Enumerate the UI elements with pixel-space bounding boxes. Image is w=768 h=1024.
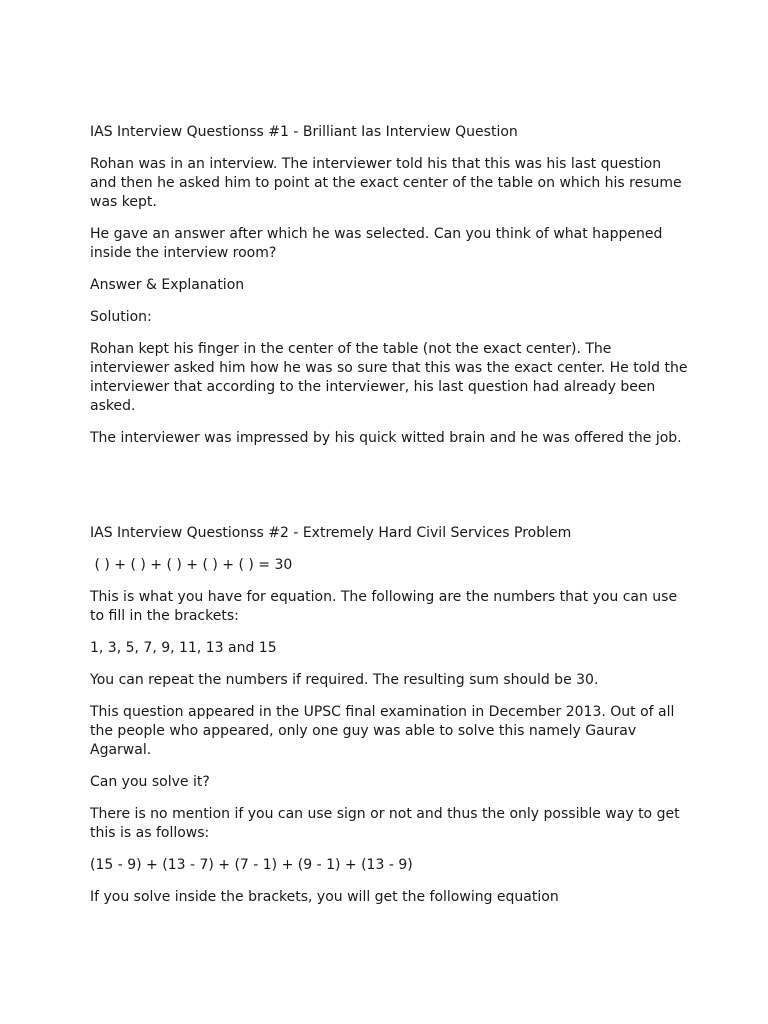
equation-text: ( ) + ( ) + ( ) + ( ) + ( ) = 30 bbox=[90, 557, 293, 573]
question-1-heading: IAS Interview Questionss #1 - Brilliant Ias Interview Question bbox=[90, 124, 518, 140]
solution-label: Solution: bbox=[90, 309, 152, 325]
question-2-paragraph: This question appeared in the UPSC final examination in December 2013. Out of all the people who appeared, only one guy was able to solve this namely Gaurav Agarwal. bbox=[90, 704, 679, 758]
question-2-paragraph: You can repeat the numbers if required. The resulting sum should be 30. bbox=[90, 672, 599, 688]
question-1-paragraph: Rohan was in an interview. The interviewer told his that this was his last question and then he asked him to point at the exact center of the table on which his resume was kept. bbox=[90, 156, 687, 210]
answer-label: Answer & Explanation bbox=[90, 277, 245, 293]
question-2-paragraph: There is no mention if you can use sign or not and thus the only possible way to get this is as follows: bbox=[90, 806, 685, 841]
solution-paragraph: The interviewer was impressed by his quick witted brain and he was offered the job. bbox=[90, 430, 682, 446]
question-1-paragraph: He gave an answer after which he was selected. Can you think of what happened inside the interview room? bbox=[90, 226, 667, 261]
question-2-heading: IAS Interview Questionss #2 - Extremely Hard Civil Services Problem bbox=[90, 525, 572, 541]
question-2-paragraph: Can you solve it? bbox=[90, 774, 210, 790]
question-2-paragraph: If you solve inside the brackets, you will get the following equation bbox=[90, 889, 559, 905]
solution-paragraph: Rohan kept his finger in the center of the table (not the exact center). The interviewer asked him how he was so sure that this was the exact center. He told the interviewer that according to the interviewer, his last question had already been asked. bbox=[90, 341, 692, 414]
numbers-list: 1, 3, 5, 7, 9, 11, 13 and 15 bbox=[90, 640, 277, 656]
question-2-paragraph: This is what you have for equation. The following are the numbers that you can use to fill in the brackets: bbox=[90, 589, 682, 624]
question-1-section bbox=[90, 123, 690, 461]
question-2-section bbox=[90, 524, 690, 920]
solution-equation: (15 - 9) + (13 - 7) + (7 - 1) + (9 - 1) + (13 - 9) bbox=[90, 857, 413, 873]
